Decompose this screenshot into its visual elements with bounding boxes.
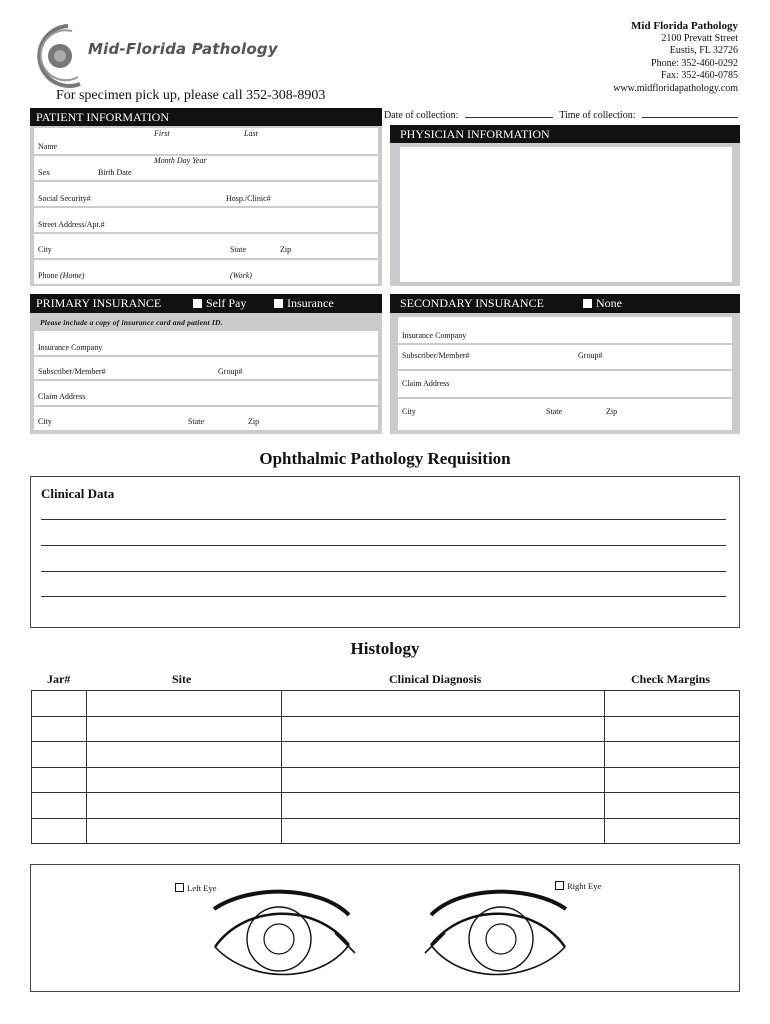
sex-label: Sex (38, 168, 50, 177)
margins-cell[interactable] (605, 716, 740, 742)
secondary-group-label: Group# (578, 351, 603, 360)
right-eye-icon[interactable] (421, 887, 571, 991)
street-label: Street Address/Apt.# (38, 220, 105, 229)
col-jar: Jar# (47, 672, 71, 686)
insurance-option[interactable] (274, 294, 334, 313)
margins-cell[interactable] (605, 818, 740, 844)
margins-cell[interactable] (605, 742, 740, 768)
self-pay-checkbox[interactable] (193, 299, 202, 308)
none-label: None (596, 296, 622, 310)
table-row (32, 716, 740, 742)
margins-cell[interactable] (605, 793, 740, 819)
requisition-title: Ophthalmic Pathology Requisition (259, 449, 511, 468)
date-label: Date of collection: (383, 110, 459, 121)
histology-table (31, 690, 740, 844)
primary-insurance-note: Please include a copy of insurance card and patient ID. (40, 318, 223, 327)
site-cell[interactable] (86, 818, 281, 844)
secondary-subscriber-field[interactable] (398, 345, 732, 369)
secondary-insurance-section (390, 294, 740, 434)
margins-cell[interactable] (605, 767, 740, 793)
left-eye-checkbox[interactable] (175, 883, 184, 892)
mdy-label: Month Day Year (154, 156, 207, 165)
diagnosis-cell[interactable] (281, 691, 605, 717)
phone: Phone: 352-460-0292 (651, 57, 738, 69)
primary-subscriber-field[interactable] (34, 357, 378, 379)
phone-work-label: (Work) (230, 271, 252, 280)
clinical-data-label: Clinical Data (41, 486, 115, 501)
city-label: City (38, 245, 52, 254)
primary-city-label: City (38, 417, 52, 426)
site-cell[interactable] (86, 691, 281, 717)
col-site: Site (172, 672, 192, 686)
patient-section (30, 108, 382, 286)
city-field[interactable] (34, 234, 378, 258)
website[interactable]: www.midfloridapathology.com (613, 82, 738, 94)
primary-city-field[interactable] (34, 407, 378, 430)
secondary-company-label: Insurance Company (402, 331, 467, 340)
time-input[interactable] (642, 117, 738, 118)
jar-cell[interactable] (32, 691, 87, 717)
lab-address (613, 20, 738, 95)
table-row (32, 691, 740, 717)
primary-group-label: Group# (218, 367, 243, 376)
secondary-claim-label: Claim Address (402, 379, 450, 388)
primary-insurance-section (30, 294, 382, 434)
secondary-insurance-panel (390, 313, 740, 434)
secondary-zip-label: Zip (606, 407, 618, 416)
diagnosis-cell[interactable] (281, 818, 605, 844)
physician-field[interactable] (400, 147, 732, 282)
jar-cell[interactable] (32, 767, 87, 793)
insurance-label: Insurance (287, 296, 334, 310)
site-cell[interactable] (86, 767, 281, 793)
diagnosis-cell[interactable] (281, 767, 605, 793)
primary-company-field[interactable] (34, 331, 378, 355)
eye-diagram-box (30, 864, 740, 992)
secondary-claim-field[interactable] (398, 371, 732, 397)
physician-title: PHYSICIAN INFORMATION (390, 125, 740, 143)
physician-section (390, 125, 740, 286)
patient-title: PATIENT INFORMATION (30, 108, 382, 126)
ssn-field[interactable] (34, 182, 378, 206)
secondary-city-label: City (402, 407, 416, 416)
none-checkbox[interactable] (583, 299, 592, 308)
first-label: First (154, 129, 170, 138)
primary-state-label: State (188, 417, 204, 426)
fax: Fax: 352-460-0785 (661, 70, 738, 81)
site-cell[interactable] (86, 793, 281, 819)
self-pay-label: Self Pay (206, 296, 247, 310)
primary-claim-label: Claim Address (38, 392, 86, 401)
jar-cell[interactable] (32, 793, 87, 819)
insurance-checkbox[interactable] (274, 299, 283, 308)
table-row (32, 818, 740, 844)
collection-line (384, 110, 738, 121)
col-check-margins: Check Margins (631, 672, 710, 686)
patient-panel (30, 126, 382, 286)
secondary-state-label: State (546, 407, 562, 416)
clinical-line[interactable] (41, 571, 726, 572)
physician-panel (390, 143, 740, 286)
zip-label: Zip (280, 245, 292, 254)
street-field[interactable] (34, 208, 378, 232)
primary-zip-label: Zip (248, 417, 260, 426)
secondary-subscriber-label: Subscriber/Member# (402, 351, 470, 360)
clinical-line[interactable] (41, 519, 726, 520)
secondary-city-field[interactable] (398, 399, 732, 430)
clinical-data-box[interactable] (30, 476, 740, 628)
hosp-label: Hosp./Clinic# (226, 194, 271, 203)
name-field[interactable] (34, 128, 378, 154)
clinical-line[interactable] (41, 596, 726, 597)
company-name: Mid Florida Pathology (631, 20, 738, 32)
primary-insurance-panel (30, 313, 382, 434)
jar-cell[interactable] (32, 742, 87, 768)
ssn-label: Social Security# (38, 194, 91, 203)
jar-cell[interactable] (32, 716, 87, 742)
phone-field[interactable] (34, 260, 378, 284)
jar-cell[interactable] (32, 818, 87, 844)
table-row (32, 767, 740, 793)
table-row (32, 742, 740, 768)
state-label: State (230, 245, 246, 254)
table-row (32, 793, 740, 819)
secondary-insurance-bar (390, 294, 740, 313)
histology-title: Histology (350, 639, 420, 658)
col-clinical-diagnosis: Clinical Diagnosis (389, 672, 482, 686)
primary-insurance-title: PRIMARY INSURANCE (36, 296, 162, 310)
primary-claim-field[interactable] (34, 381, 378, 405)
left-eye-icon[interactable] (209, 887, 359, 991)
diagnosis-cell[interactable] (281, 793, 605, 819)
primary-insurance-bar (30, 294, 382, 313)
birth-date-label: Birth Date (98, 168, 132, 177)
site-cell[interactable] (86, 716, 281, 742)
secondary-company-field[interactable] (398, 317, 732, 343)
pickup-note: For specimen pick up, please call 352-308-8903 (56, 88, 326, 103)
clinical-line[interactable] (41, 545, 726, 546)
phone-home-label: Phone (Home) (38, 271, 85, 280)
logo-text: Mid-Florida Pathology (88, 40, 278, 58)
city: Eustis, FL 32726 (669, 45, 738, 56)
left-eye-label: Left Eye (187, 883, 217, 893)
time-label: Time of collection: (559, 110, 636, 121)
diagnosis-cell[interactable] (281, 742, 605, 768)
sex-birth-field[interactable] (34, 156, 378, 180)
name-label: Name (38, 142, 58, 151)
street: 2100 Prevatt Street (661, 32, 738, 44)
secondary-insurance-title: SECONDARY INSURANCE (400, 296, 544, 310)
self-pay-option[interactable] (193, 294, 246, 313)
none-option[interactable] (583, 294, 622, 313)
last-label: Last (244, 129, 258, 138)
margins-cell[interactable] (605, 691, 740, 717)
primary-subscriber-label: Subscriber/Member# (38, 367, 106, 376)
primary-company-label: Insurance Company (38, 343, 103, 352)
date-input[interactable] (465, 117, 553, 118)
diagnosis-cell[interactable] (281, 716, 605, 742)
right-eye-label: Right Eye (567, 881, 602, 891)
site-cell[interactable] (86, 742, 281, 768)
